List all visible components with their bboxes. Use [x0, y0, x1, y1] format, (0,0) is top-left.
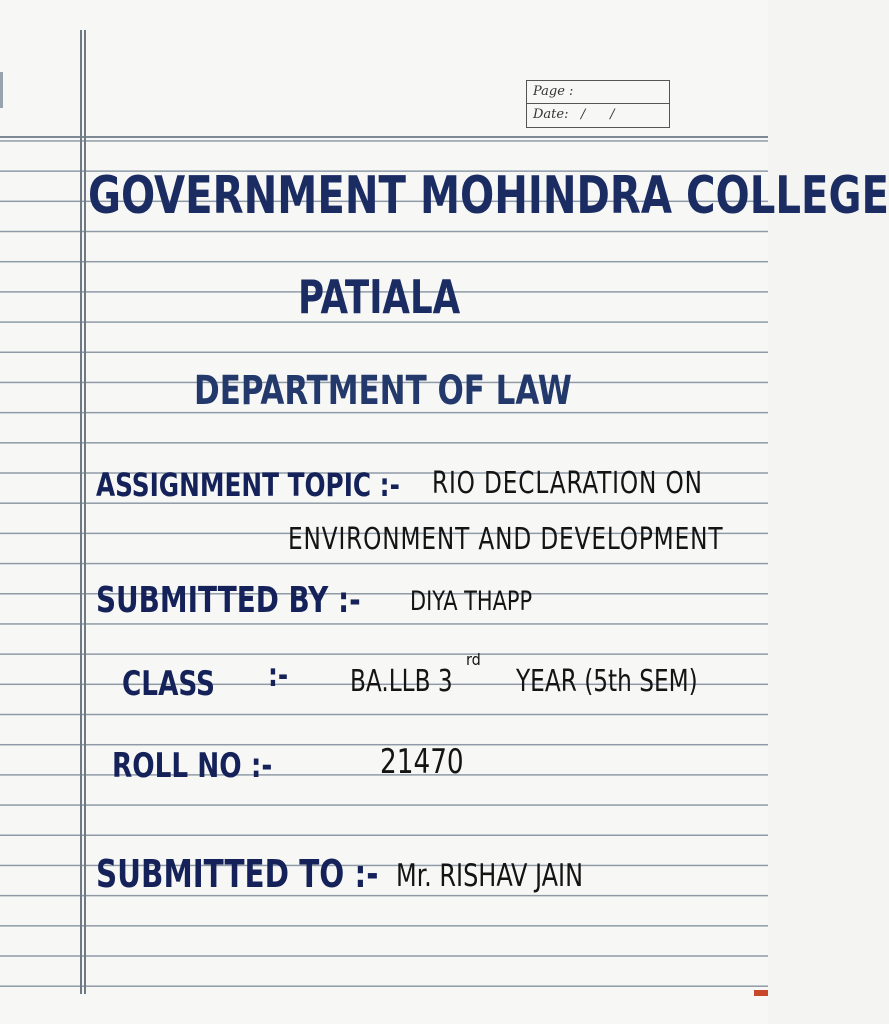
topic-label	[96, 466, 400, 504]
class-label: CLASS	[122, 664, 216, 704]
submitted-to-value: Mr. RISHAV JAIN	[396, 858, 584, 894]
submitted-by-separator: :-	[337, 580, 361, 621]
page-label: Page :	[533, 84, 574, 99]
topic-line-2: ENVIRONMENT AND DEVELOPMENT	[288, 522, 724, 557]
binding-mark	[0, 72, 3, 108]
date-value: / /	[580, 107, 615, 122]
margin-line	[80, 30, 82, 994]
college-city: PATIALA	[298, 270, 461, 324]
page-date-box	[526, 80, 670, 128]
submitted-by-label	[96, 580, 361, 621]
roll-no-separator: :-	[250, 746, 273, 786]
topic-separator: :-	[379, 466, 400, 504]
submitted-to-label-text: SUBMITTED TO	[96, 852, 345, 896]
topic-label-text: ASSIGNMENT TOPIC	[96, 466, 372, 504]
department-name: DEPARTMENT OF LAW	[194, 368, 572, 414]
date-label: Date:	[533, 107, 569, 122]
roll-no-label	[112, 746, 272, 786]
date-row	[533, 104, 614, 126]
roll-no-value: 21470	[380, 742, 464, 782]
college-name: GOVERNMENT MOHINDRA COLLEGE	[88, 166, 889, 226]
class-separator: :-	[268, 656, 289, 694]
submitted-by-label-text: SUBMITTED BY	[96, 580, 329, 621]
submitted-to-separator: :-	[354, 852, 379, 896]
page-bottom-margin	[0, 996, 768, 1024]
class-value: BA.LLB 3	[350, 664, 453, 699]
topic-line-1: RIO DECLARATION ON	[432, 466, 703, 501]
class-superscript: rd	[466, 650, 481, 669]
submitted-by-value: DIYA THAPP	[410, 586, 533, 617]
submitted-to-label	[96, 852, 379, 896]
header-rule	[0, 136, 768, 138]
roll-no-label-text: ROLL NO	[112, 746, 242, 786]
corner-mark	[754, 990, 768, 996]
class-value-year: YEAR (5th SEM)	[516, 664, 698, 699]
margin-line	[84, 30, 86, 994]
